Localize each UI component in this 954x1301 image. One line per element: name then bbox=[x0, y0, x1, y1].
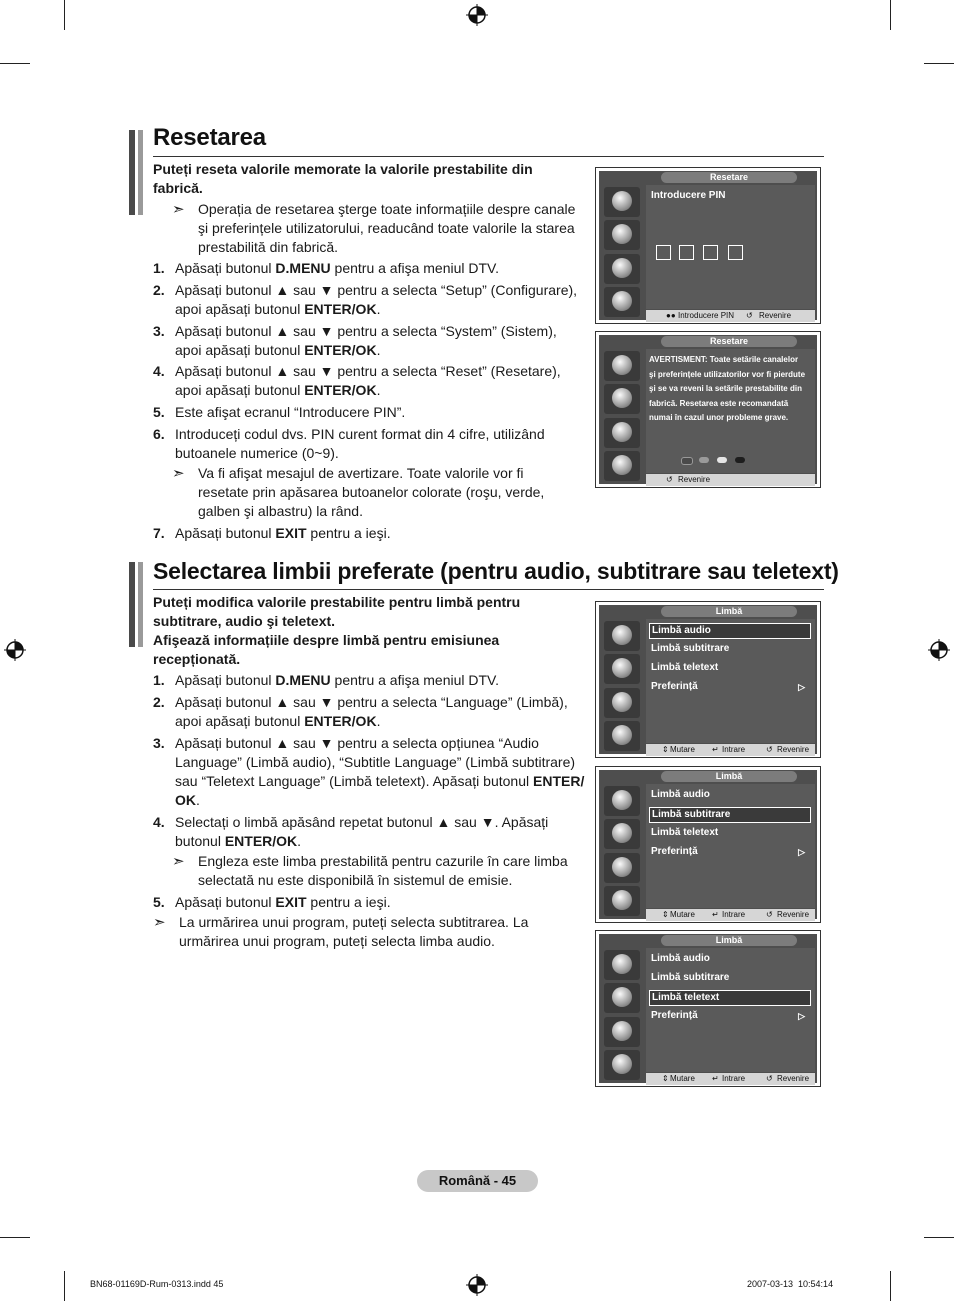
page-number: Română - 45 bbox=[417, 1170, 538, 1192]
note-line: Engleza este limba prestabilită pentru cazurile în care limba bbox=[198, 853, 568, 869]
section-rule bbox=[153, 589, 824, 590]
screen-title: Resetare bbox=[661, 172, 797, 183]
menu-item[interactable] bbox=[649, 661, 811, 675]
step-line: Este afişat ecranul “Introducere PIN”. bbox=[175, 404, 406, 420]
screen-title: Limbă bbox=[661, 606, 797, 617]
step-line: apoi apăsați butonul ENTER/OK. bbox=[175, 713, 381, 729]
screen-title: Limbă bbox=[661, 771, 797, 782]
step-number: 2. bbox=[153, 282, 165, 298]
print-date: 2007-03-13 ︎ 10:54:14 bbox=[747, 1279, 834, 1289]
footer-hint: Revenire bbox=[678, 475, 711, 484]
menu-item-label: Limbă teletext bbox=[651, 827, 719, 838]
step-line: Apăsați butonul ▲ sau ▼ pentru a selecta “Setup” (Configurare), bbox=[175, 282, 578, 298]
footer-hint: Revenire bbox=[777, 745, 810, 754]
step-number: 6. bbox=[153, 426, 165, 442]
arrow-right-icon: ➣ bbox=[172, 465, 185, 482]
step-number: 5. bbox=[153, 894, 165, 910]
enter-icon: ↵ bbox=[712, 1074, 719, 1083]
menu-item[interactable] bbox=[649, 1009, 811, 1023]
note-line: selectată nu este disponibilă în sistemul de emisie. bbox=[198, 872, 513, 888]
step-line: Apăsați butonul ▲ sau ▼ pentru a selecta opțiunea “Audio bbox=[175, 735, 539, 751]
screen-title: Resetare bbox=[661, 336, 797, 347]
note-line: La urmărirea unui program, puteți selecta subtitrarea. La bbox=[179, 914, 529, 930]
step-number: 5. bbox=[153, 404, 165, 420]
menu-item[interactable] bbox=[649, 990, 811, 1006]
intro-line: Afişează informațiile despre limbă pentru emisiunea bbox=[153, 632, 500, 648]
arrow-right-icon: ➣ bbox=[153, 914, 166, 931]
intro-line: fabrică. bbox=[153, 180, 203, 196]
crop-mark bbox=[0, 63, 30, 64]
registration-mark-icon bbox=[466, 4, 488, 26]
pin-digit-box[interactable] bbox=[703, 245, 718, 260]
footer-hint: Intrare bbox=[722, 745, 746, 754]
submenu-arrow-icon: ▷ bbox=[798, 847, 805, 857]
menu-item-label: Limbă subtitrare bbox=[652, 809, 731, 820]
arrow-right-icon: ➣ bbox=[172, 853, 185, 870]
section-title: Resetarea bbox=[153, 124, 266, 151]
color-button-blue[interactable] bbox=[735, 457, 745, 463]
step-line: butonul ENTER/OK. bbox=[175, 833, 302, 849]
warning-line: numai în cazul unor probleme grave. bbox=[649, 413, 789, 422]
menu-item-label: Limbă audio bbox=[651, 789, 710, 800]
crop-mark bbox=[64, 1271, 65, 1301]
menu-item-label: Limbă teletext bbox=[652, 992, 720, 1003]
crop-mark bbox=[890, 1271, 891, 1301]
color-button-yellow[interactable] bbox=[717, 457, 727, 463]
tv-screen-language bbox=[595, 766, 821, 923]
warning-text bbox=[649, 353, 812, 426]
menu-item-label: Limbă subtitrare bbox=[651, 643, 730, 654]
crop-mark bbox=[64, 0, 65, 30]
section-marker bbox=[129, 562, 135, 647]
file-info: BN68-01169D-Rum-0313.indd 45 bbox=[90, 1279, 224, 1289]
step-line: Selectați o limbă apăsând repetat butonul ▲ sau ▼. Apăsați bbox=[175, 814, 549, 830]
footer-hint: Revenire bbox=[759, 311, 792, 320]
note-line: Operația de resetarea şterge toate informațiile despre canale bbox=[198, 201, 576, 217]
enter-icon: ↵ bbox=[712, 745, 719, 754]
menu-item[interactable] bbox=[649, 971, 811, 985]
warning-line: fabrică. Resetarea este recomandată bbox=[649, 398, 789, 408]
step-line: sau “Teletext Language” (Limbă teletext). Apăsați butonul ENTER/ bbox=[175, 773, 585, 789]
pin-digit-box[interactable] bbox=[656, 245, 671, 260]
registration-mark-icon bbox=[466, 1274, 488, 1296]
submenu-arrow-icon: ▷ bbox=[798, 682, 805, 692]
section-intro bbox=[153, 593, 583, 669]
section-marker bbox=[138, 562, 143, 647]
crop-mark bbox=[890, 0, 891, 30]
step-line: Apăsați butonul D.MENU pentru a afişa meniul DTV. bbox=[175, 260, 499, 276]
crop-mark bbox=[0, 1237, 30, 1238]
footer-hint: Revenire bbox=[777, 1074, 810, 1083]
note-line: resetate prin apăsarea butoanelor colorate (roşu, verde, bbox=[198, 484, 545, 500]
tv-screen-reset-warning bbox=[595, 331, 821, 488]
step-number: 1. bbox=[153, 260, 165, 276]
return-icon: ↺ bbox=[746, 311, 753, 320]
note-line: galben şi albastru) la rând. bbox=[198, 503, 363, 519]
number-keys-icon: ●● bbox=[666, 311, 676, 320]
menu-item[interactable] bbox=[649, 623, 811, 639]
menu-item-label: Limbă audio bbox=[651, 953, 710, 964]
step-line: Language” (Limbă audio), “Subtitle Language” (Limbă subtitrare) bbox=[175, 754, 576, 770]
intro-line: Puteți reseta valorile memorate la valorile prestabilite din bbox=[153, 161, 533, 177]
intro-line: subtitrare, audio şi teletext. bbox=[153, 613, 336, 629]
warning-line: şi preferințele utilizatorilor vor fi pierdute bbox=[649, 369, 806, 379]
menu-item[interactable] bbox=[649, 826, 811, 840]
note-line: şi preferințele utilizatorului, readucând toate valorile la starea bbox=[198, 220, 575, 236]
note-line: Va fi afişat mesajul de avertizare. Toate valorile vor fi bbox=[198, 465, 524, 481]
registration-mark-icon bbox=[4, 639, 26, 661]
step-line: Apăsați butonul ▲ sau ▼ pentru a selecta “Reset” (Resetare), bbox=[175, 363, 561, 379]
step-number: 1. bbox=[153, 672, 165, 688]
move-icon: ⇕ bbox=[662, 910, 669, 919]
menu-item-label: Preferință bbox=[651, 846, 698, 857]
pin-digit-box[interactable] bbox=[728, 245, 743, 260]
crop-mark bbox=[924, 63, 954, 64]
step-line: Introduceți codul dvs. PIN curent format din 4 cifre, utilizând bbox=[175, 426, 545, 442]
menu-item[interactable] bbox=[649, 845, 811, 859]
step-line: apoi apăsați butonul ENTER/OK. bbox=[175, 342, 381, 358]
footer-hint: Revenire bbox=[777, 910, 810, 919]
enter-icon: ↵ bbox=[712, 910, 719, 919]
menu-item-label: Preferință bbox=[651, 1010, 698, 1021]
screen-title: Limbă bbox=[661, 935, 797, 946]
menu-item-label: Preferință bbox=[651, 681, 698, 692]
pin-digit-box[interactable] bbox=[679, 245, 694, 260]
step-line: Apăsați butonul ▲ sau ▼ pentru a selecta “System” (Sistem), bbox=[175, 323, 557, 339]
step-line: Apăsați butonul D.MENU pentru a afişa meniul DTV. bbox=[175, 672, 499, 688]
step-line: Apăsați butonul ▲ sau ▼ pentru a selecta “Language” (Limbă), bbox=[175, 694, 568, 710]
tv-screen-language bbox=[595, 930, 821, 1087]
return-icon: ↺ bbox=[766, 910, 773, 919]
tv-screen-language bbox=[595, 601, 821, 758]
move-icon: ⇕ bbox=[662, 745, 669, 754]
move-icon: ⇕ bbox=[662, 1074, 669, 1083]
step-number: 2. bbox=[153, 694, 165, 710]
warning-line: AVERTISMENT: Toate setările canalelor bbox=[649, 355, 799, 364]
color-button-green[interactable] bbox=[699, 457, 709, 463]
crop-mark bbox=[924, 1237, 954, 1238]
menu-item-label: Limbă audio bbox=[652, 625, 711, 636]
section-marker bbox=[129, 130, 135, 215]
section-rule bbox=[153, 156, 824, 157]
intro-line: recepționată. bbox=[153, 651, 241, 667]
menu-item-label: Limbă teletext bbox=[651, 662, 719, 673]
menu-item[interactable] bbox=[649, 952, 811, 966]
menu-item[interactable] bbox=[649, 807, 811, 823]
footer-hint: Intrare bbox=[722, 1074, 746, 1083]
footer-hint: Mutare bbox=[670, 1074, 695, 1083]
return-icon: ↺ bbox=[766, 745, 773, 754]
step-line: butoanele numerice (0~9). bbox=[175, 445, 339, 461]
menu-item-label: Limbă subtitrare bbox=[651, 972, 730, 983]
step-number: 3. bbox=[153, 323, 165, 339]
note-line: urmărirea unui program, puteți selecta limba audio. bbox=[179, 933, 495, 949]
screen-heading: Introducere PIN bbox=[651, 190, 726, 201]
step-line: apoi apăsați butonul ENTER/OK. bbox=[175, 301, 381, 317]
step-line: apoi apăsați butonul ENTER/OK. bbox=[175, 382, 381, 398]
menu-item[interactable] bbox=[649, 642, 811, 656]
step-line: OK. bbox=[175, 792, 200, 808]
menu-item[interactable] bbox=[649, 680, 811, 694]
step-line: Apăsați butonul EXIT pentru a ieşi. bbox=[175, 894, 391, 910]
footer-hint: Introducere PIN bbox=[678, 311, 735, 320]
step-number: 7. bbox=[153, 525, 165, 541]
footer-hint: Intrare bbox=[722, 910, 746, 919]
section-marker bbox=[138, 130, 143, 215]
return-icon: ↺ bbox=[666, 475, 673, 484]
arrow-right-icon: ➣ bbox=[172, 201, 185, 218]
registration-mark-icon bbox=[928, 639, 950, 661]
step-number: 4. bbox=[153, 363, 165, 379]
warning-line: şi se va reveni la setările prestabilite din bbox=[649, 384, 802, 393]
section-intro bbox=[153, 160, 583, 198]
return-icon: ↺ bbox=[766, 1074, 773, 1083]
footer-hint: Mutare bbox=[670, 910, 695, 919]
footer-hint: Mutare bbox=[670, 745, 695, 754]
intro-line: Puteți modifica valorile prestabilite pentru limbă pentru bbox=[153, 594, 521, 610]
step-number: 4. bbox=[153, 814, 165, 830]
step-line: Apăsați butonul EXIT pentru a ieşi. bbox=[175, 525, 391, 541]
section-title: Selectarea limbii preferate (pentru audio, subtitrare sau teletext) bbox=[153, 558, 839, 584]
color-button-red[interactable] bbox=[681, 457, 693, 465]
tv-screen-reset-pin bbox=[595, 167, 821, 324]
menu-item[interactable] bbox=[649, 788, 811, 802]
step-number: 3. bbox=[153, 735, 165, 751]
note-line: prestabilită din fabrică. bbox=[198, 239, 339, 255]
submenu-arrow-icon: ▷ bbox=[798, 1011, 805, 1021]
